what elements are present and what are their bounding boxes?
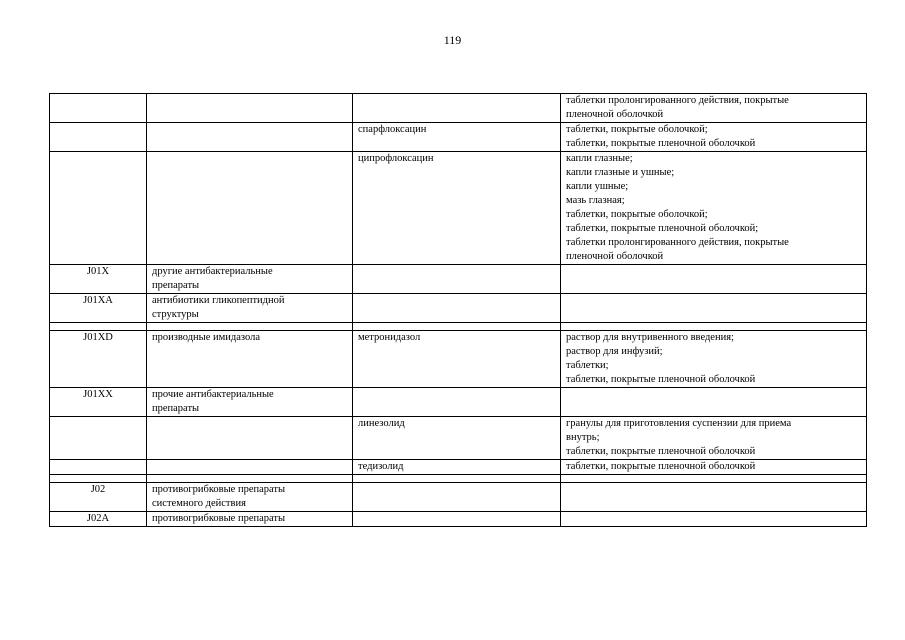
dosage-form-line: мазь глазная; xyxy=(566,195,625,206)
spacer-cell xyxy=(147,323,353,331)
group-name-line: системного действия xyxy=(152,498,246,509)
table-row xyxy=(50,331,867,388)
dosage-forms-cell xyxy=(561,483,867,512)
group-name-line: производные имидазола xyxy=(152,332,261,343)
group-name-cell xyxy=(147,483,353,512)
table-spacer-row xyxy=(50,475,867,483)
table-row xyxy=(50,265,867,294)
page-number: 119 xyxy=(443,33,462,47)
drug-name-cell xyxy=(353,294,561,323)
table-row xyxy=(50,460,867,475)
dosage-form-line: таблетки, покрытые пленочной оболочкой xyxy=(566,461,756,472)
spacer-cell xyxy=(561,475,867,483)
drug-name-cell: метронидазол xyxy=(353,331,561,388)
atc-code-cell xyxy=(50,152,147,265)
atc-code-cell xyxy=(50,460,147,475)
spacer-cell xyxy=(50,475,147,483)
table-row xyxy=(50,152,867,265)
dosage-form-line: таблетки, покрытые оболочкой; xyxy=(566,209,708,220)
drug-name-cell: ципрофлоксацин xyxy=(353,152,561,265)
dosage-form-line: капли глазные; xyxy=(566,153,633,164)
table-row xyxy=(50,483,867,512)
dosage-form-line: капли ушные; xyxy=(566,181,629,192)
drug-name-cell xyxy=(353,388,561,417)
dosage-forms-cell xyxy=(561,152,867,265)
dosage-forms-cell xyxy=(561,94,867,123)
group-name-cell xyxy=(147,512,353,527)
dosage-form-line: внутрь; xyxy=(566,432,600,443)
dosage-form-line: таблетки, покрытые пленочной оболочкой xyxy=(566,446,756,457)
dosage-forms-cell xyxy=(561,460,867,475)
dosage-forms-cell xyxy=(561,388,867,417)
group-name-cell xyxy=(147,265,353,294)
drug-name-cell: линезолид xyxy=(353,417,561,460)
dosage-forms-cell xyxy=(561,331,867,388)
table-row xyxy=(50,388,867,417)
drug-name-cell: тедизолид xyxy=(353,460,561,475)
atc-code-cell xyxy=(50,123,147,152)
atc-code-cell: J01XA xyxy=(50,294,147,323)
group-name-line: прочие антибактериальные xyxy=(152,389,274,400)
table-spacer-row xyxy=(50,323,867,331)
dosage-form-line: пленочной оболочкой xyxy=(566,109,664,120)
drug-name-cell: спарфлоксацин xyxy=(353,123,561,152)
atc-code-cell xyxy=(50,94,147,123)
drug-name-cell xyxy=(353,483,561,512)
dosage-form-line: раствор для инфузий; xyxy=(566,346,663,357)
atc-code-cell: J02 xyxy=(50,483,147,512)
dosage-form-line: таблетки, покрытые оболочкой; xyxy=(566,124,708,135)
table-body xyxy=(50,94,867,527)
dosage-forms-cell xyxy=(561,512,867,527)
table-row xyxy=(50,512,867,527)
spacer-cell xyxy=(561,323,867,331)
group-name-line: препараты xyxy=(152,403,200,414)
table-row xyxy=(50,94,867,123)
atc-code-cell: J02A xyxy=(50,512,147,527)
drug-name-cell xyxy=(353,512,561,527)
table-row xyxy=(50,294,867,323)
group-name-cell xyxy=(147,460,353,475)
dosage-form-line: капли глазные и ушные; xyxy=(566,167,675,178)
group-name-line: противогрибковые препараты xyxy=(152,484,286,495)
dosage-forms-cell xyxy=(561,123,867,152)
table-row xyxy=(50,417,867,460)
group-name-cell xyxy=(147,388,353,417)
drug-name-cell xyxy=(353,94,561,123)
group-name-line: другие антибактериальные xyxy=(152,266,273,277)
spacer-cell xyxy=(147,475,353,483)
group-name-cell xyxy=(147,152,353,265)
group-name-cell xyxy=(147,294,353,323)
dosage-form-line: таблетки, покрытые пленочной оболочкой xyxy=(566,374,756,385)
dosage-form-line: пленочной оболочкой xyxy=(566,251,664,262)
table-row xyxy=(50,123,867,152)
atc-code-cell: J01XX xyxy=(50,388,147,417)
spacer-cell xyxy=(50,323,147,331)
dosage-form-line: раствор для внутривенного введения; xyxy=(566,332,734,343)
atc-code-cell: J01XD xyxy=(50,331,147,388)
atc-code-cell xyxy=(50,417,147,460)
spacer-cell xyxy=(353,475,561,483)
dosage-form-line: таблетки пролонгированного действия, покрытые xyxy=(566,237,789,248)
dosage-form-line: таблетки; xyxy=(566,360,609,371)
group-name-cell xyxy=(147,331,353,388)
dosage-form-line: гранулы для приготовления суспензии для приема xyxy=(566,418,792,429)
drug-table xyxy=(49,93,867,527)
dosage-form-line: таблетки, покрытые пленочной оболочкой xyxy=(566,138,756,149)
dosage-forms-cell xyxy=(561,294,867,323)
group-name-line: антибиотики гликопептидной xyxy=(152,295,285,306)
atc-code-cell: J01X xyxy=(50,265,147,294)
group-name-cell xyxy=(147,123,353,152)
group-name-cell xyxy=(147,417,353,460)
dosage-forms-cell xyxy=(561,417,867,460)
dosage-form-line: таблетки пролонгированного действия, покрытые xyxy=(566,95,789,106)
group-name-line: препараты xyxy=(152,280,200,291)
group-name-cell xyxy=(147,94,353,123)
dosage-form-line: таблетки, покрытые пленочной оболочкой; xyxy=(566,223,759,234)
dosage-forms-cell xyxy=(561,265,867,294)
drug-name-cell xyxy=(353,265,561,294)
group-name-line: структуры xyxy=(152,309,199,320)
spacer-cell xyxy=(353,323,561,331)
group-name-line: противогрибковые препараты xyxy=(152,513,286,524)
